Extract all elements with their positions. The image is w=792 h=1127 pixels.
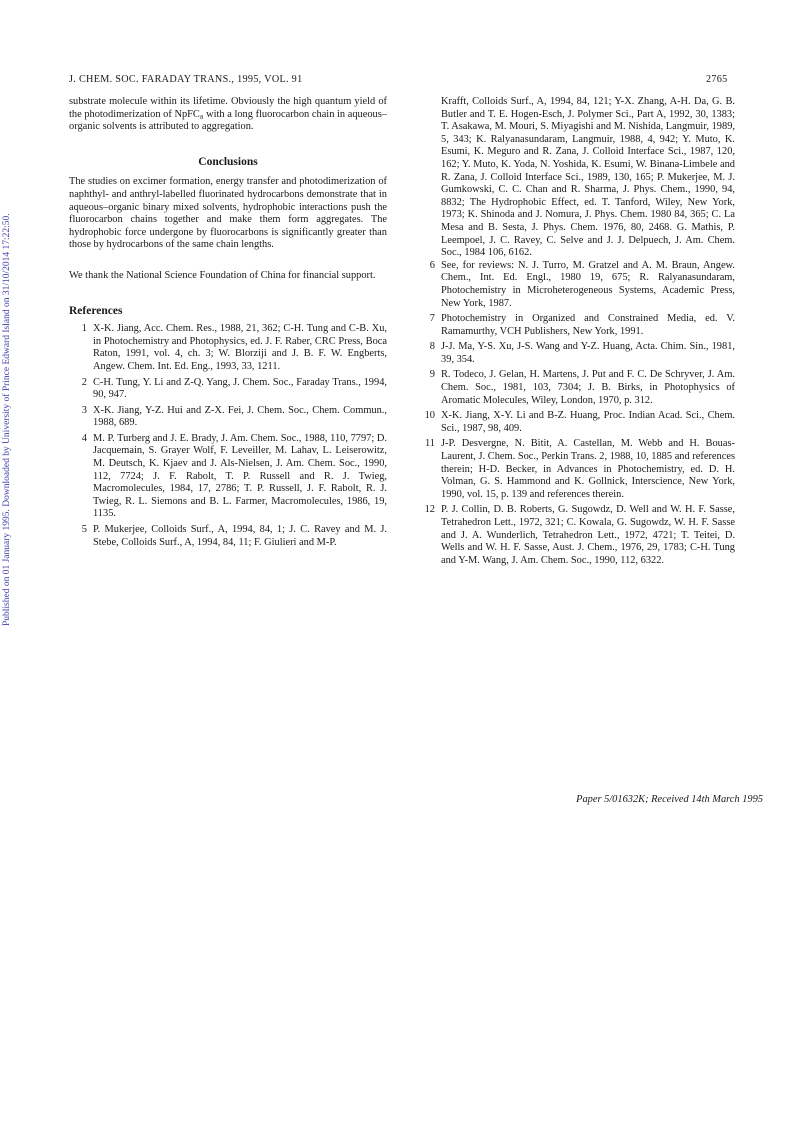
reference-text: R. Todeco, J. Gelan, H. Martens, J. Put and F. C. De Schryver, J. Am. Chem. Soc., 1981, 103, 7304; J. B. Birks, in Photophysics of Aromatic Molecules, Wiley, London, 1970, p. 312. — [441, 369, 735, 406]
reference-number: 2 — [81, 376, 87, 388]
right-column — [417, 96, 735, 570]
reference-item — [69, 524, 387, 549]
page-number: 2765 — [706, 74, 728, 85]
reference-number: 4 — [81, 432, 87, 444]
reference-text: See, for reviews: N. J. Turro, M. Gratzel and A. M. Braun, Angew. Chem., Int. Ed. Engl., 1980 19, 675; R. Ralyanasundaram, Photochemistry in Microheterogeneous Systems, Academic Press, New York, 1987. — [441, 259, 735, 309]
reference-number: 12 — [424, 504, 435, 516]
reference-text: P. J. Collin, D. B. Roberts, G. Sugowdz, D. Well and W. H. F. Sasse, Tetrahedron Lett., 1972, 321; C. Kowala, G. Sugowdz, W. H. F. Sasse and J. A. Wunderlich, Tetrahedron Lett., 1972, 4721; T. Teitei, D. Wells and W. H. F. Sasse, Aust. J. Chem., 1976, 29, 1783; C-H. Tung and Y-M. Wang, J. Am. Chem. Soc., 1990, 112, 6322. — [441, 504, 735, 566]
reference-item — [69, 433, 387, 521]
reference-item — [69, 323, 387, 373]
reference-text: M. P. Turberg and J. E. Brady, J. Am. Chem. Soc., 1988, 110, 7797; D. Jacquemain, S. Grayer Wolf, F. Leveiller, M. Lahav, L. Leiserowitz, M. Deutsch, K. Kjaev and J. Als-Nielsen, J. Am. Chem. Soc., 1990, 112, 7724; J. F. Rabolt, T. P. Russell and R. J. Twieg, Macromolecules, 1984, 17, 2786; T. P. Russell, J. F. Rabolt, R. J. Twieg, R. L. Siemons and B. L. Farmer, Macromolecules, 1986, 19, 1135. — [93, 432, 387, 520]
reference-number: 8 — [429, 341, 435, 353]
reference-item — [69, 405, 387, 430]
left-column — [69, 96, 387, 552]
reference-item — [417, 313, 735, 338]
reference-item — [417, 341, 735, 366]
reference-number: 5 — [81, 524, 87, 536]
reference-item — [69, 377, 387, 402]
reference-number: 9 — [429, 369, 435, 381]
reference-number: 1 — [81, 323, 87, 335]
reference-number: 6 — [429, 259, 435, 271]
reference-item — [417, 410, 735, 435]
reference-item — [417, 260, 735, 310]
reference-continuation: Krafft, Colloids Surf., A, 1994, 84, 121; Y-X. Zhang, A-H. Da, G. B. Butler and T. E. Hogen-Esch, J. Polymer Sci., Part A, 1992, 30, 1383; T. Asakawa, M. Mouri, S. Miyagishi and M. Nishida, Langmuir, 1989, 5, 343; K. Ralyanasundaram, Langmuir, 1988, 4, 942; Y. Muto, K. Esumi, K. Meguro and R. Zana, J. Colloid Interface Sci., 1987, 120, 162; Y. Muto, K. Yoda, N. Yoshida, K. Esumi, W. Binana-Limbele and R. Zana, J. Colloid Interface Sci., 1989, 130, 165; P. Mukerjee, M. J. Gumkowski, C. C. Chan and R. Sharma, J. Phys. Chem., 1990, 94, 8832; The Hydrophobic Effect, ed. T. Tanford, Wiley, New York, 1973; K. Shinoda and J. Nomura, J. Phys. Chem. 1980 84, 365; C. La Mesa and B. Sesta, J. Phys. Chem. 1976, 80, 2468. G. Mathis, P. Leempoel, J. C. Ravey, C. Selve and J. J. Delpuech, J. Am. Chem. Soc., 1984 106, 6162. — [441, 96, 735, 259]
reference-number: 11 — [424, 438, 435, 450]
reference-item — [417, 369, 735, 407]
conclusions-heading: Conclusions — [198, 155, 258, 168]
intro-paragraph: substrate molecule within its lifetime. Obviously the high quantum yield of the photodimerization of NpFC₈ with a long fluorocarbon chain in aqueous–organic solvents is attributed to aggregation. — [69, 96, 387, 133]
references-heading: References — [69, 304, 123, 317]
reference-text: C-H. Tung, Y. Li and Z-Q. Yang, J. Chem. Soc., Faraday Trans., 1994, 90, 947. — [93, 376, 387, 401]
reference-text: P. Mukerjee, Colloids Surf., A, 1994, 84, 1; J. C. Ravey and M. J. Stebe, Colloids Surf., A, 1994, 84, 11; F. Giulieri and M-P. — [93, 524, 387, 548]
reference-item — [417, 504, 735, 567]
reference-text: X-K. Jiang, X-Y. Li and B-Z. Huang, Proc. Indian Acad. Sci., Chem. Sci., 1987, 98, 409. — [441, 410, 735, 434]
reference-text: Photochemistry in Organized and Constrained Media, ed. V. Ramamurthy, VCH Publishers, New York, 1991. — [441, 313, 735, 337]
reference-text: X-K. Jiang, Acc. Chem. Res., 1988, 21, 362; C-H. Tung and C-B. Xu, in Photochemistry and Photophysics, ed. J. F. Raber, CRC Press, Boca Raton, 1991, vol. 4, ch. 3; W. Blorziji and J. B. F. W. Engberts, Angew. Chem. Int. Ed. Eng., 1993, 33, 1211. — [93, 323, 387, 372]
acknowledgement: We thank the National Science Foundation of China for financial support. — [69, 269, 376, 281]
reference-text: J-P. Desvergne, N. Bitit, A. Castellan, M. Webb and H. Bouas-Laurent, J. Chem. Soc., Perkin Trans. 2, 1988, 10, 1885 and references therein; H-D. Becker, in Advances in Photochemistry, ed. D. H. Volman, G. S. Hammond and K. Gollnick, Interscience, New York, 1990, vol. 15, p. 139 and references therein. — [441, 438, 735, 500]
reference-text: J-J. Ma, Y-S. Xu, J-S. Wang and Y-Z. Huang, Acta. Chim. Sin., 1981, 39, 354. — [441, 341, 735, 365]
journal-header: J. CHEM. SOC. FARADAY TRANS., 1995, VOL. 91 — [69, 74, 303, 85]
reference-number: 3 — [81, 404, 87, 416]
paper-received-note: Paper 5/01632K; Received 14th March 1995 — [576, 794, 763, 805]
reference-text: X-K. Jiang, Y-Z. Hui and Z-X. Fei, J. Chem. Soc., Chem. Commun., 1988, 689. — [93, 404, 387, 429]
reference-number: 7 — [429, 313, 435, 325]
reference-number: 10 — [424, 410, 435, 422]
download-watermark: Published on 01 January 1995. Downloaded by University of Prince Edward Island on 31/10/2014 17:22:50. — [2, 213, 12, 627]
conclusions-text: The studies on excimer formation, energy transfer and photodimerization of naphthyl- and anthryl-labelled fluorinated hydrocarbons demonstrate that in aqueous–organic binary mixed solvents, hydrophobic interactions push the fluorocarbon chains together and make them form aggregates. The hydrophobic force undergone by fluorocarbons is significantly greater than those by hydrocarbons of the same chain lengths. — [69, 176, 387, 251]
reference-item — [417, 438, 735, 501]
